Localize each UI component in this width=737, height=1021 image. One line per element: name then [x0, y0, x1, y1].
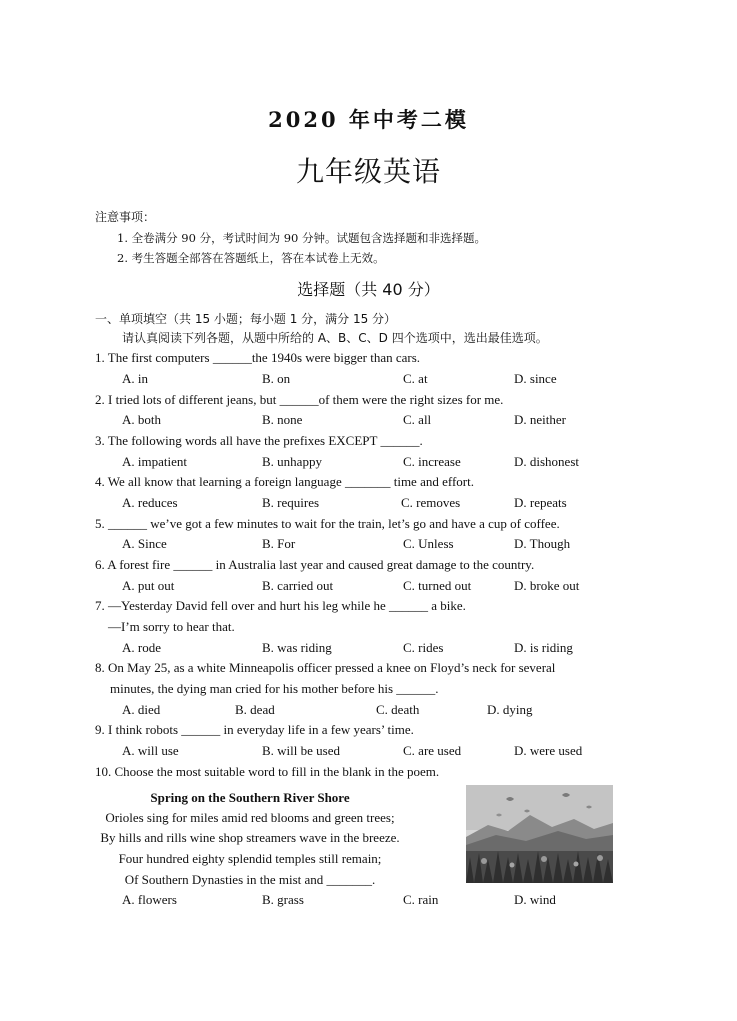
q2-option-c: C. all: [403, 412, 432, 427]
question-10: 10. Choose the most suitable word to fill in the blank in the poem.: [95, 764, 440, 779]
q4-option-b: B. requires: [262, 495, 320, 510]
notice-item-1: 1. 全卷满分 90 分，考试时间为 90 分钟。试题包含选择题和非选择题。: [117, 231, 487, 245]
question-2: 2. I tried lots of different jeans, but ______of them were the right sizes for me.: [95, 392, 504, 407]
q9-option-b: B. will be used: [262, 743, 340, 758]
poem-line-3: Four hundred eighty splendid temples still remain;: [118, 851, 382, 866]
q6-option-c: C. turned out: [403, 578, 472, 593]
q4-option-d: D. repeats: [514, 495, 567, 510]
q3-option-c: C. increase: [403, 454, 461, 469]
question-7-reply: —I’m sorry to hear that.: [108, 619, 235, 634]
q2-option-b: B. none: [262, 412, 303, 427]
exam-title: 2020 年中考二模: [268, 107, 469, 132]
q9-option-d: D. were used: [514, 743, 583, 758]
q3-option-a: A. impatient: [122, 454, 187, 469]
q1-option-a: A. in: [122, 371, 148, 386]
q7-option-b: B. was riding: [262, 640, 332, 655]
question-3: 3. The following words all have the prefixes EXCEPT ______.: [95, 433, 423, 448]
q8-option-a: A. died: [122, 702, 161, 717]
q6-option-a: A. put out: [122, 578, 175, 593]
question-8-cont: minutes, the dying man cried for his mother before his ______.: [110, 681, 439, 696]
subject-title: 九年级英语: [295, 155, 441, 188]
q5-option-c: C. Unless: [403, 536, 454, 551]
q7-option-d: D. is riding: [514, 640, 573, 655]
q10-option-c: C. rain: [403, 892, 439, 907]
q10-option-d: D. wind: [514, 892, 556, 907]
section-title: 选择题（共 40 分）: [297, 280, 440, 299]
question-6: 6. A forest fire ______ in Australia last year and caused great damage to the country.: [95, 557, 535, 572]
poem-line-4: Of Southern Dynasties in the mist and _______.: [124, 872, 376, 887]
q2-option-d: D. neither: [514, 412, 566, 427]
q1-option-b: B. on: [262, 371, 291, 386]
q9-option-c: C. are used: [403, 743, 462, 758]
q5-option-b: B. For: [262, 536, 296, 551]
question-8: 8. On May 25, as a white Minneapolis officer pressed a knee on Floyd’s neck for several: [95, 660, 556, 675]
poem-line-1: Orioles sing for miles amid red blooms and green trees;: [105, 810, 395, 825]
q2-option-a: A. both: [122, 412, 161, 427]
q5-option-d: D. Though: [514, 536, 571, 551]
q8-option-b: B. dead: [235, 702, 275, 717]
question-9: 9. I think robots ______ in everyday life in a few years’ time.: [95, 722, 414, 737]
q5-option-a: A. Since: [122, 536, 167, 551]
question-4: 4. We all know that learning a foreign language _______ time and effort.: [95, 474, 474, 489]
question-1: 1. The first computers ______the 1940s were bigger than cars.: [95, 350, 421, 365]
notice-heading: 注意事项：: [95, 210, 156, 224]
q6-option-d: D. broke out: [514, 578, 580, 593]
q6-option-b: B. carried out: [262, 578, 334, 593]
q4-option-c: C. removes: [401, 495, 461, 510]
q10-option-b: B. grass: [262, 892, 304, 907]
notice-item-2: 2. 考生答题全部答在答题纸上，答在本试卷上无效。: [117, 251, 385, 265]
q8-option-d: D. dying: [487, 702, 533, 717]
question-5: 5. ______ we’ve got a few minutes to wait for the train, let’s go and have a cup of coffee.: [95, 516, 560, 531]
q1-option-c: C. at: [403, 371, 428, 386]
part-title: 一、单项填空（共 15 小题；每小题 1 分，满分 15 分）: [95, 312, 397, 326]
q3-option-d: D. dishonest: [514, 454, 579, 469]
q7-option-a: A. rode: [122, 640, 161, 655]
q10-option-a: A. flowers: [122, 892, 177, 907]
poem-line-2: By hills and rills wine shop streamers wave in the breeze.: [100, 830, 400, 845]
q9-option-a: A. will use: [122, 743, 179, 758]
poem-title: Spring on the Southern River Shore: [150, 790, 350, 805]
q1-option-d: D. since: [514, 371, 557, 386]
q8-option-c: C. death: [376, 702, 420, 717]
q3-option-b: B. unhappy: [262, 454, 322, 469]
q7-option-c: C. rides: [403, 640, 444, 655]
spring-landscape-illustration: [466, 785, 613, 883]
part-instruction: 请认真阅读下列各题，从题中所给的 A、B、C、D 四个选项中，选出最佳选项。: [122, 331, 548, 345]
question-7: 7. —Yesterday David fell over and hurt his leg while he ______ a bike.: [95, 598, 466, 613]
q4-option-a: A. reduces: [122, 495, 178, 510]
